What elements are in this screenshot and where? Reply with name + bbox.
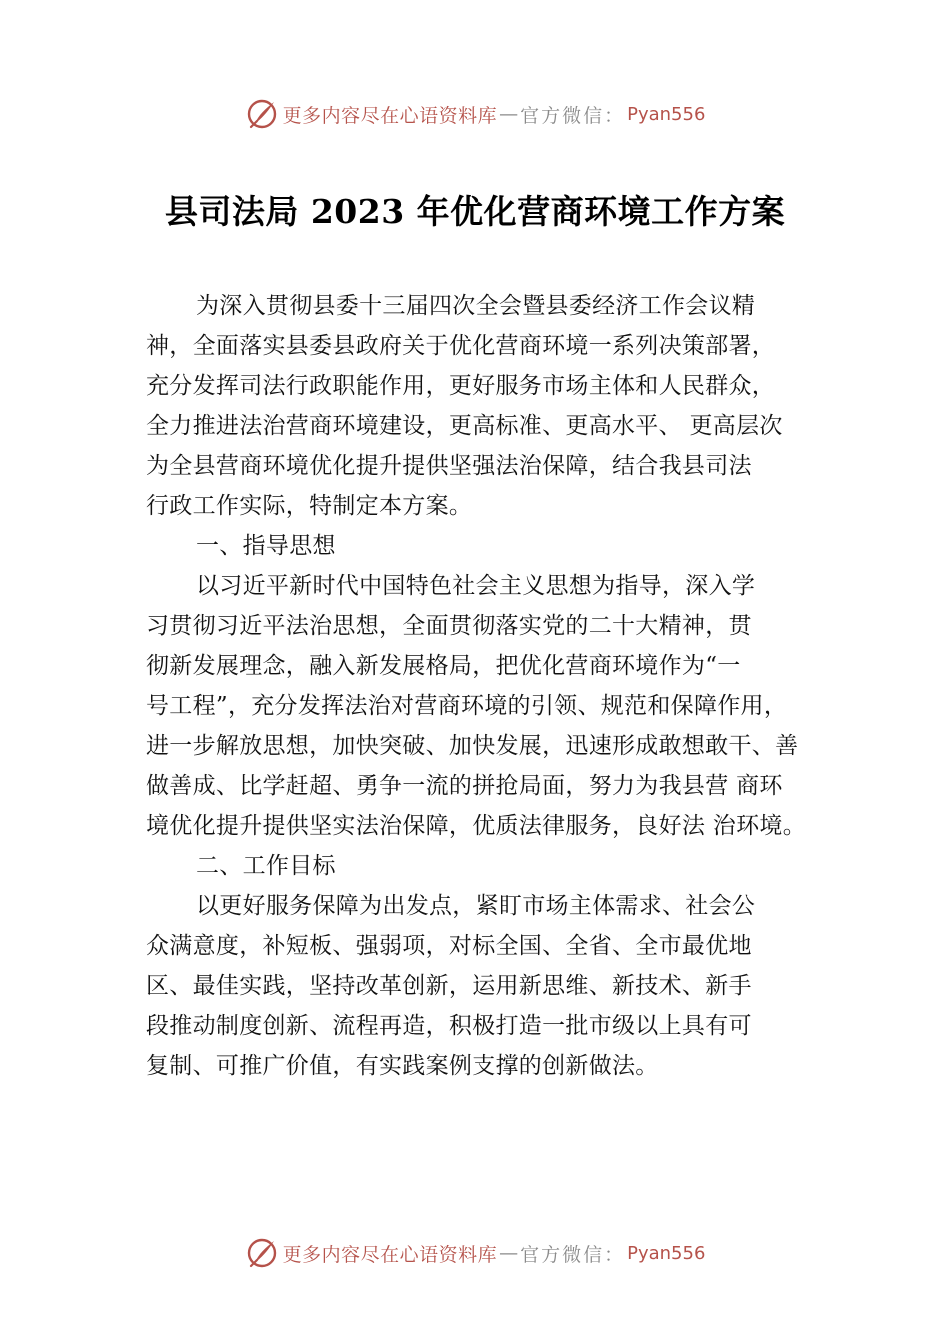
text-line: 习贯彻习近平法治思想，全面贯彻落实党的二十大精神，贯 — [146, 613, 752, 639]
text-line: 以习近平新时代中国特色社会主义思想为指导，深入学 — [196, 573, 756, 599]
text-line: 区、最佳实践，坚持改革创新，运用新思维、新技术、新手 — [146, 973, 752, 999]
watermark-dash: — — [499, 1242, 519, 1264]
section-heading: 一、指导思想 — [196, 533, 336, 559]
text-line: 行政工作实际，特制定本方案。 — [146, 493, 473, 519]
text-line: 全力推进法治营商环境建设，更高标准、更高水平、 更高层次 — [146, 413, 783, 439]
watermark-brand: 更多内容尽在心语资料库 — [282, 104, 498, 127]
text-line: 做善成、比学赶超、勇争一流的拼抢局面，努力为我县营 商环 — [146, 773, 783, 799]
watermark-wechat-id: Pyan556 — [627, 1242, 706, 1264]
text-line: 充分发挥司法行政职能作用，更好服务市场主体和人民群众， — [146, 373, 776, 399]
text-line: 进一步解放思想，加快突破、加快发展，迅速形成敢想敢干、善 — [146, 733, 799, 759]
section-heading-guiding-thought — [146, 526, 836, 566]
text-line: 段推动制度创新、流程再造，积极打造一批市级以上具有可 — [146, 1013, 752, 1039]
text-line: 神，全面落实县委县政府关于优化营商环境一系列决策部署， — [146, 333, 776, 359]
header-watermark — [0, 94, 950, 134]
footer-watermark — [0, 1233, 950, 1273]
text-line: 众满意度，补短板、强弱项，对标全国、全省、全市最优地 — [146, 933, 752, 959]
watermark-wechat-id: Pyan556 — [627, 103, 706, 125]
paragraph-guiding-thought — [146, 566, 836, 846]
watermark-brand: 更多内容尽在心语资料库 — [282, 1243, 498, 1266]
text-line: 彻新发展理念，融入新发展格局，把优化营商环境作为“一 — [146, 653, 741, 679]
paragraph-work-goals — [146, 886, 836, 1086]
quill-logo-icon — [245, 97, 279, 131]
text-line: 为全县营商环境优化提升提供坚强法治保障，结合我县司法 — [146, 453, 752, 479]
text-line: 境优化提升提供坚实法治保障，优质法律服务，良好法 治环境。 — [146, 813, 807, 839]
document-body — [146, 286, 836, 1086]
text-line: 为深入贯彻县委十三届四次全会暨县委经济工作会议精 — [196, 293, 756, 319]
section-heading: 二、工作目标 — [196, 853, 336, 879]
watermark-label: 官方微信： — [520, 104, 626, 127]
paragraph-intro — [146, 286, 836, 526]
watermark-dash: — — [499, 103, 519, 125]
document-title: 县司法局 2023 年优化营商环境工作方案 — [164, 192, 786, 231]
section-heading-work-goals — [146, 846, 836, 886]
quill-logo-icon — [245, 1236, 279, 1270]
text-line: 复制、可推广价值，有实践案例支撑的创新做法。 — [146, 1053, 659, 1079]
watermark-label: 官方微信： — [520, 1243, 626, 1266]
text-line: 号工程”，充分发挥法治对营商环境的引领、规范和保障作用， — [146, 693, 788, 719]
text-line: 以更好服务保障为出发点，紧盯市场主体需求、社会公 — [196, 893, 756, 919]
